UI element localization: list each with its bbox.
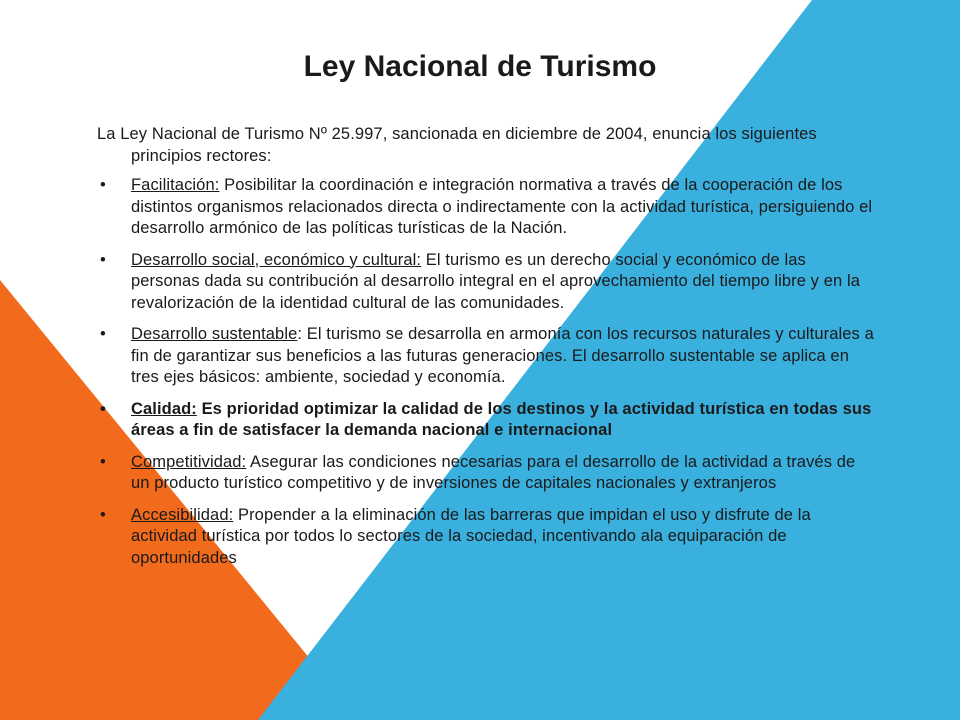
slide-title bbox=[0, 50, 960, 84]
principle-term: Desarrollo sustentable bbox=[131, 325, 298, 343]
principle-text: Asegurar las condiciones necesarias para el desarrollo de la actividad a través de un producto turístico competitivo y de inversiones de capitales nacionales y extranjeros bbox=[131, 452, 856, 492]
slide-title-text: Ley Nacional de Turismo bbox=[303, 50, 657, 83]
list-item bbox=[97, 452, 877, 495]
principle-term: Desarrollo social, económico y cultural: bbox=[131, 250, 422, 269]
principle-text: Propender a la eliminación de las barreras que impidan el uso y disfrute de la actividad turística por todos lo sectores de la sociedad, incentivando ala equiparación de oportunidades bbox=[131, 505, 811, 567]
list-item bbox=[97, 324, 877, 389]
bullet-icon: • bbox=[100, 176, 106, 194]
list-item bbox=[97, 399, 877, 442]
slide-body bbox=[97, 124, 877, 579]
principle-text: Posibilitar la coordinación e integración normativa a través de la cooperación de los distintos organismos relacionados directa o indirectamente con la actividad turística, persiguiendo el desarrollo armónico de las políticas turísticas de la Nación. bbox=[131, 176, 873, 237]
intro-paragraph: La Ley Nacional de Turismo Nº 25.997, sancionada en diciembre de 2004, enuncia los siguientes principios rectores: bbox=[97, 125, 817, 165]
principle-text: Es prioridad optimizar la calidad de los destinos y la actividad turística en todas sus áreas a fin de satisfacer la demanda nacional e internacional bbox=[131, 399, 872, 439]
bullet-icon: • bbox=[100, 399, 106, 418]
bullet-icon: • bbox=[100, 505, 106, 524]
list-item bbox=[97, 250, 877, 315]
list-item bbox=[97, 175, 877, 240]
principle-term: Accesibilidad: bbox=[131, 505, 234, 524]
bullet-icon: • bbox=[100, 325, 106, 343]
principle-term: Calidad: bbox=[131, 399, 197, 418]
principle-text: : El turismo se desarrolla en armonía con los recursos naturales y culturales a fin de garantizar sus beneficios a las futuras generaciones. El desarrollo sustentable se aplica en tres ejes básicos: ambiente, sociedad y economía. bbox=[131, 325, 874, 386]
bullet-icon: • bbox=[100, 250, 106, 269]
principle-term: Competitividad: bbox=[131, 452, 247, 471]
principles-list bbox=[97, 175, 877, 569]
list-item bbox=[97, 505, 877, 570]
bullet-icon: • bbox=[100, 452, 106, 471]
principle-term: Facilitación: bbox=[131, 176, 220, 194]
principle-text: El turismo es un derecho social y económico de las personas dada su contribución al desarrollo integral en el aprovechamiento del tiempo libre y en la revalorización de la identidad cultural de las comunidades. bbox=[131, 250, 860, 312]
